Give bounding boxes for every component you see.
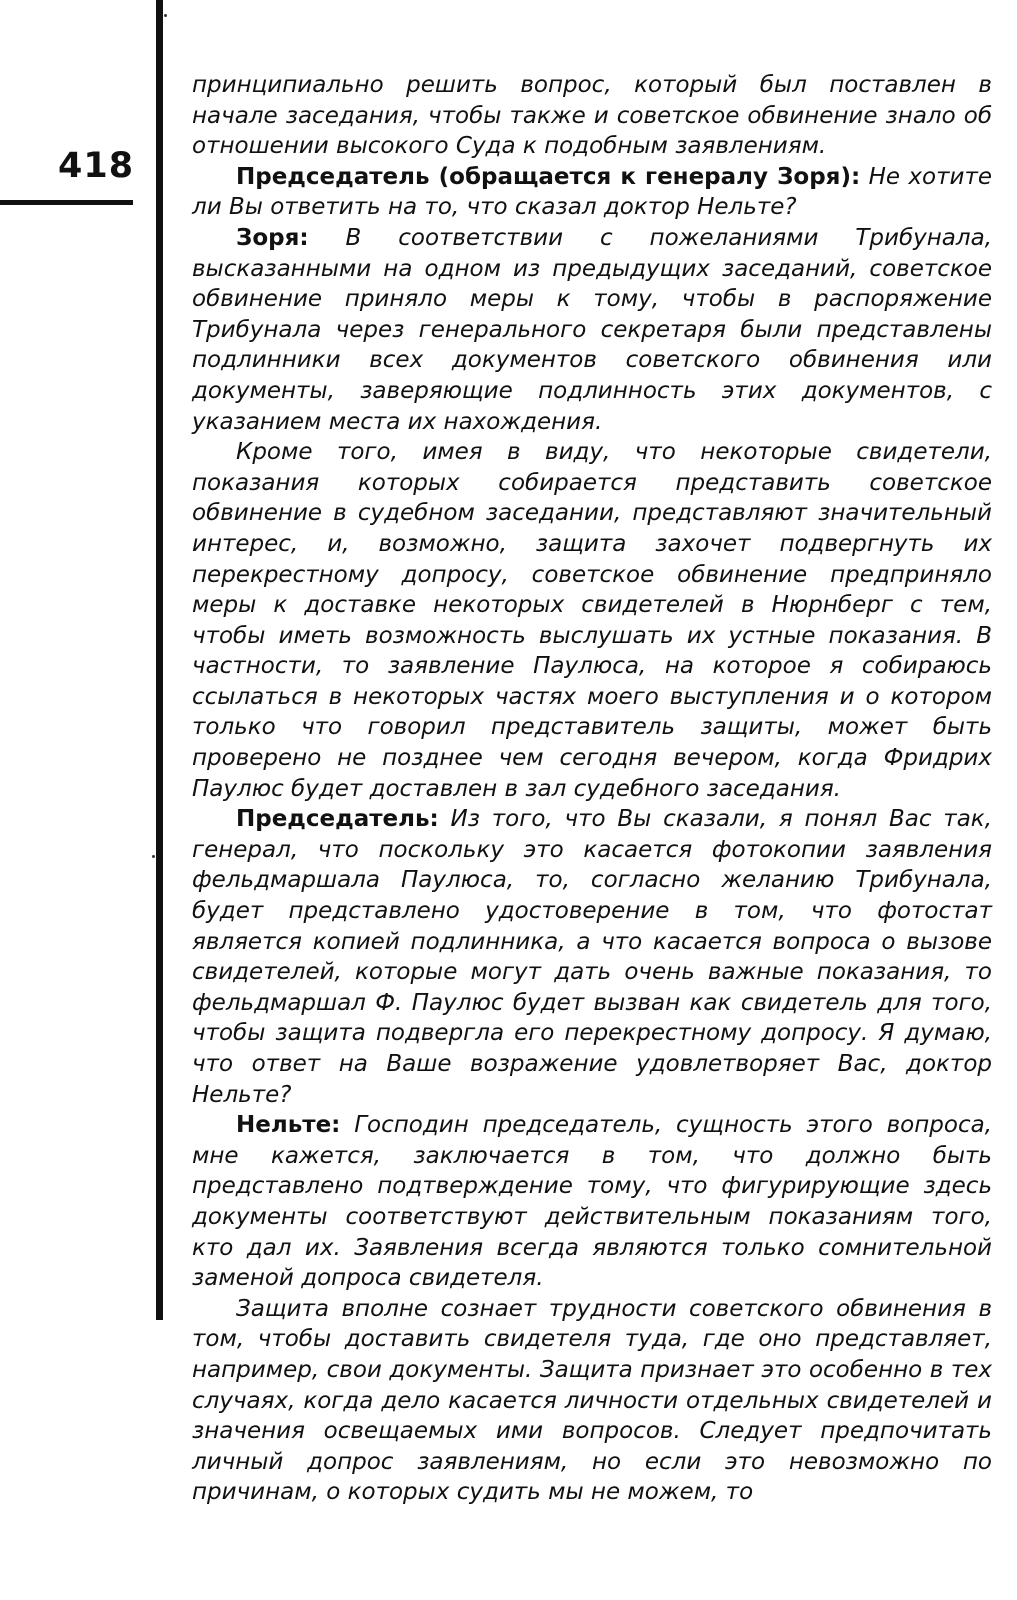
paragraph-text: принципиально решить вопрос, который был поставлен в начале заседания, чтобы также и советское обвинение знало об отношении высокого Суда к подобным заявлениям. <box>192 72 992 160</box>
print-speck <box>152 855 155 858</box>
speaker-name: Председатель: <box>236 806 439 833</box>
margin-vertical-rule <box>156 0 163 1320</box>
page-number-rule <box>0 200 133 205</box>
paragraph <box>192 437 992 804</box>
paragraph-text: Не хотите ли Вы ответить на то, что сказал доктор Нельте? <box>192 163 992 221</box>
body-text <box>192 70 992 1508</box>
paragraph <box>192 804 992 1110</box>
speaker-name: Зоря: <box>236 224 309 251</box>
paragraph <box>192 70 992 162</box>
paragraph <box>192 162 992 223</box>
paragraph-text: В соответствии с пожеланиями Трибунала, высказанными на одном из предыдущих заседаний, советское обвинение приняло меры к тому, чтобы в распоряжение Трибунала через генерального секретаря были представлены подлинники всех документов советского обвинения или документы, заверяющие подлинность этих документов, с указанием места их нахождения. <box>192 224 992 435</box>
paragraph-text: Кроме того, имея в виду, что некоторые свидетели, показания которых собирается представить советское обвинение в судебном заседании, представляют значительный интерес, и, возможно, защита захочет подвергнуть их перекрестному допросу, советское обвинение предприняло меры к доставке некоторых свидетелей в Нюрнберг с тем, чтобы иметь возможность выслушать их устные показания. В частности, то заявление Паулюса, на которое я собираюсь ссылаться в некоторых частях моего выступления и о котором только что говорил представитель защиты, может быть проверено не позднее чем сегодня вечером, когда Фридрих Паулюс будет доставлен в зал судебного заседания. <box>192 439 992 802</box>
paragraph-text: Защита вполне сознает трудности советского обвинения в том, чтобы доставить свидетеля туда, где оно представляет, например, свои документы. Защита признает это особенно в тех случаях, когда дело касается личности отдельных свидетелей и значения освещаемых ими вопросов. Следует предпочитать личный допрос заявлениям, но если это невозможно по причинам, о которых судить мы не можем, то <box>192 1295 992 1506</box>
page-number: 418 <box>58 146 135 186</box>
paragraph-text: Господин председатель, сущность этого вопроса, мне кажется, заключается в том, что должно быть представлено подтверждение тому, что фигурирующие здесь документы соответствуют действительным показаниям того, кто дал их. Заявления всегда являются только сомнительной заменой допроса свидетеля. <box>192 1112 992 1292</box>
print-speck <box>164 14 167 17</box>
speaker-name: Нельте: <box>236 1112 341 1139</box>
paragraph-text: Из того, что Вы сказали, я понял Вас так, генерал, что поскольку это касается фотокопии заявления фельдмаршала Паулюса, то, согласно желанию Трибунала, будет представлено удостоверение в том, что фотостат является копией подлинника, а что касается вопроса о вызове свидетелей, которые могут дать очень важные показания, то фельдмаршал Ф. Паулюс будет вызван как свидетель для того, чтобы защита подвергла его перекрестному допросу. Я думаю, что ответ на Ваше возражение удовлетворяет Вас, доктор Нельте? <box>192 806 992 1108</box>
speaker-name: Председатель (обращается к генералу Зоря): <box>236 163 861 190</box>
paragraph <box>192 1294 992 1508</box>
paragraph <box>192 1110 992 1294</box>
paragraph <box>192 223 992 437</box>
